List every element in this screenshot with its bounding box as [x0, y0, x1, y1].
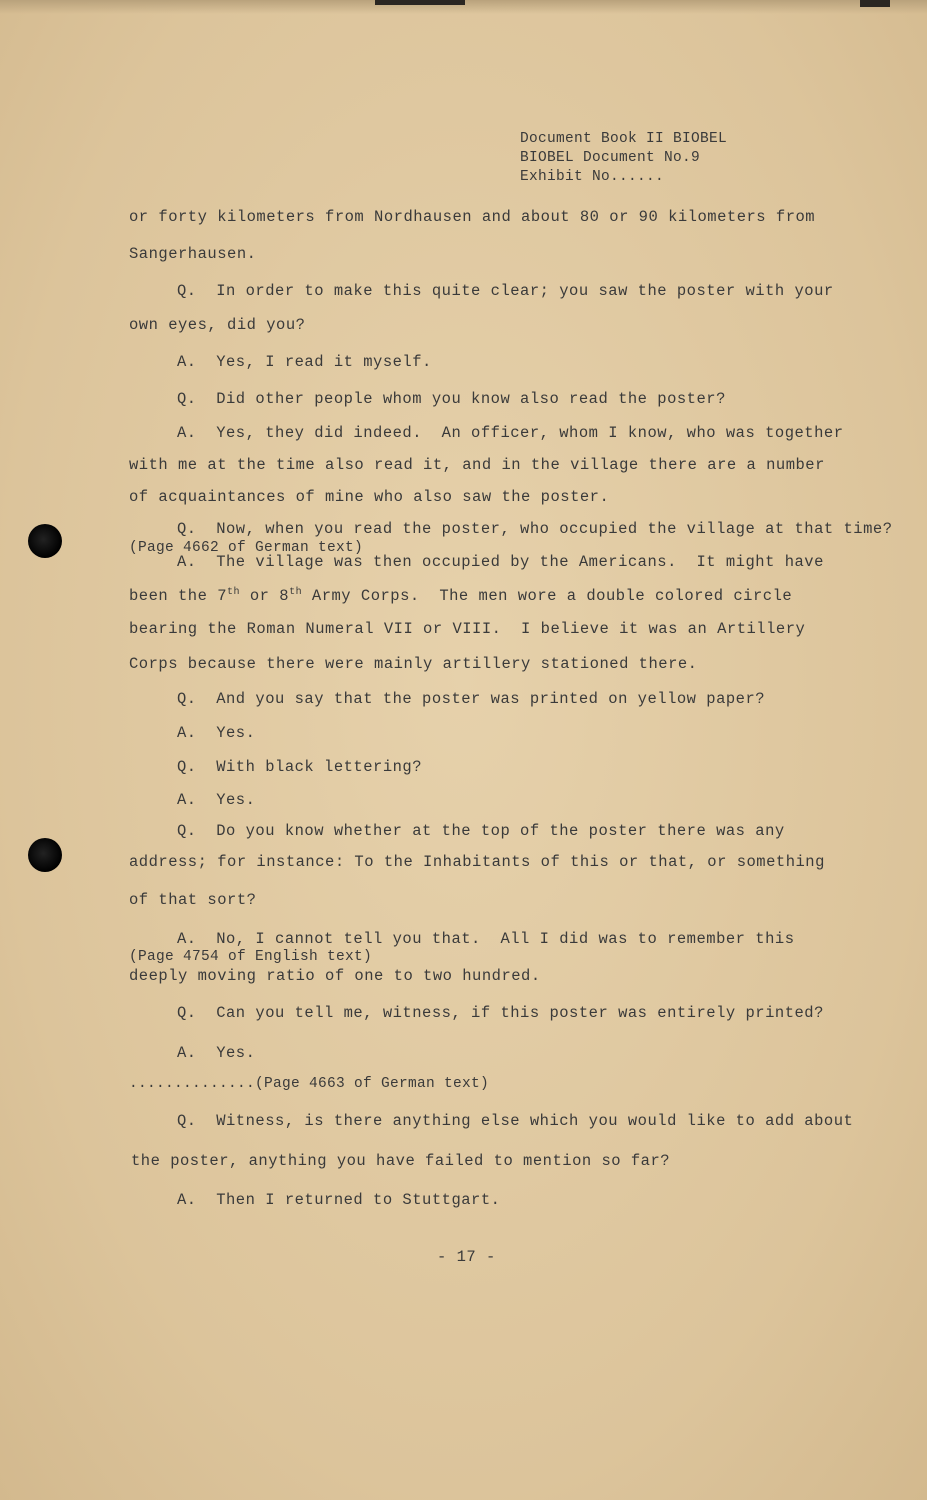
text-line: address; for instance: To the Inhabitants of this or that, or something: [129, 853, 825, 871]
punch-hole-lower: [28, 838, 62, 872]
corps-sup-th: th: [227, 587, 241, 598]
text-line: bearing the Roman Numeral VII or VIII. I believe it was an Artillery: [129, 620, 806, 638]
question-line: Q. Can you tell me, witness, if this poster was entirely printed?: [177, 1004, 824, 1022]
top-right-tear-mark: [860, 0, 890, 7]
question-line: Q. Witness, is there anything else which you would like to add about: [177, 1112, 854, 1130]
page-reference: (Page 4662 of German text): [129, 540, 364, 556]
answer-line: A. The village was then occupied by the Americans. It might have: [177, 553, 824, 571]
answer-line: A. No, I cannot tell you that. All I did was to remember this: [177, 930, 795, 948]
text-line: of that sort?: [129, 891, 257, 909]
question-line: Q. Now, when you read the poster, who occupied the village at that time?: [177, 520, 893, 538]
text-line: Sangerhausen.: [129, 245, 257, 263]
text-line: the poster, anything you have failed to mention so far?: [131, 1152, 671, 1170]
text-line: Corps because there were mainly artillery stationed there.: [129, 655, 698, 673]
punch-hole-upper: [28, 524, 62, 558]
top-tear-mark: [375, 0, 465, 5]
text-line-corps: [129, 587, 792, 605]
text-line: or forty kilometers from Nordhausen and about 80 or 90 kilometers from: [129, 208, 816, 226]
header-document-number: BIOBEL Document No.9: [520, 150, 701, 166]
corps-been: been the: [129, 587, 218, 605]
header-exhibit-number: Exhibit No......: [520, 169, 665, 185]
text-line: of acquaintances of mine who also saw the poster.: [129, 488, 610, 506]
answer-line: A. Yes.: [177, 791, 256, 809]
text-line: deeply moving ratio of one to two hundred.: [129, 967, 541, 985]
corps-army: Army: [302, 587, 361, 605]
corps-or: or: [240, 587, 280, 605]
page-reference: ..............(Page 4663 of German text): [129, 1076, 490, 1092]
answer-line: A. Yes, they did indeed. An officer, whom I know, who was together: [177, 424, 844, 442]
question-line: Q. In order to make this quite clear; you saw the poster with your: [177, 282, 834, 300]
text-line: own eyes, did you?: [129, 316, 306, 334]
page-reference: (Page 4754 of English text): [129, 949, 373, 965]
corps-number-7: 7: [217, 587, 228, 605]
answer-line: A. Yes.: [177, 1044, 256, 1062]
corps-number-8: 8: [279, 587, 290, 605]
corps-rest: Corps. The men wore a double colored circle: [360, 587, 793, 605]
question-line: Q. With black lettering?: [177, 758, 423, 776]
answer-line: A. Then I returned to Stuttgart.: [177, 1191, 501, 1209]
question-line: Q. Do you know whether at the top of the poster there was any: [177, 822, 785, 840]
text-line: with me at the time also read it, and in the village there are a number: [129, 456, 825, 474]
page-number: - 17 -: [437, 1248, 496, 1266]
question-line: Q. Did other people whom you know also read the poster?: [177, 390, 726, 408]
corps-sup-th: th: [289, 587, 303, 598]
header-document-book: Document Book II BIOBEL: [520, 131, 728, 147]
question-line: Q. And you say that the poster was printed on yellow paper?: [177, 690, 766, 708]
answer-line: A. Yes.: [177, 724, 256, 742]
answer-line: A. Yes, I read it myself.: [177, 353, 432, 371]
